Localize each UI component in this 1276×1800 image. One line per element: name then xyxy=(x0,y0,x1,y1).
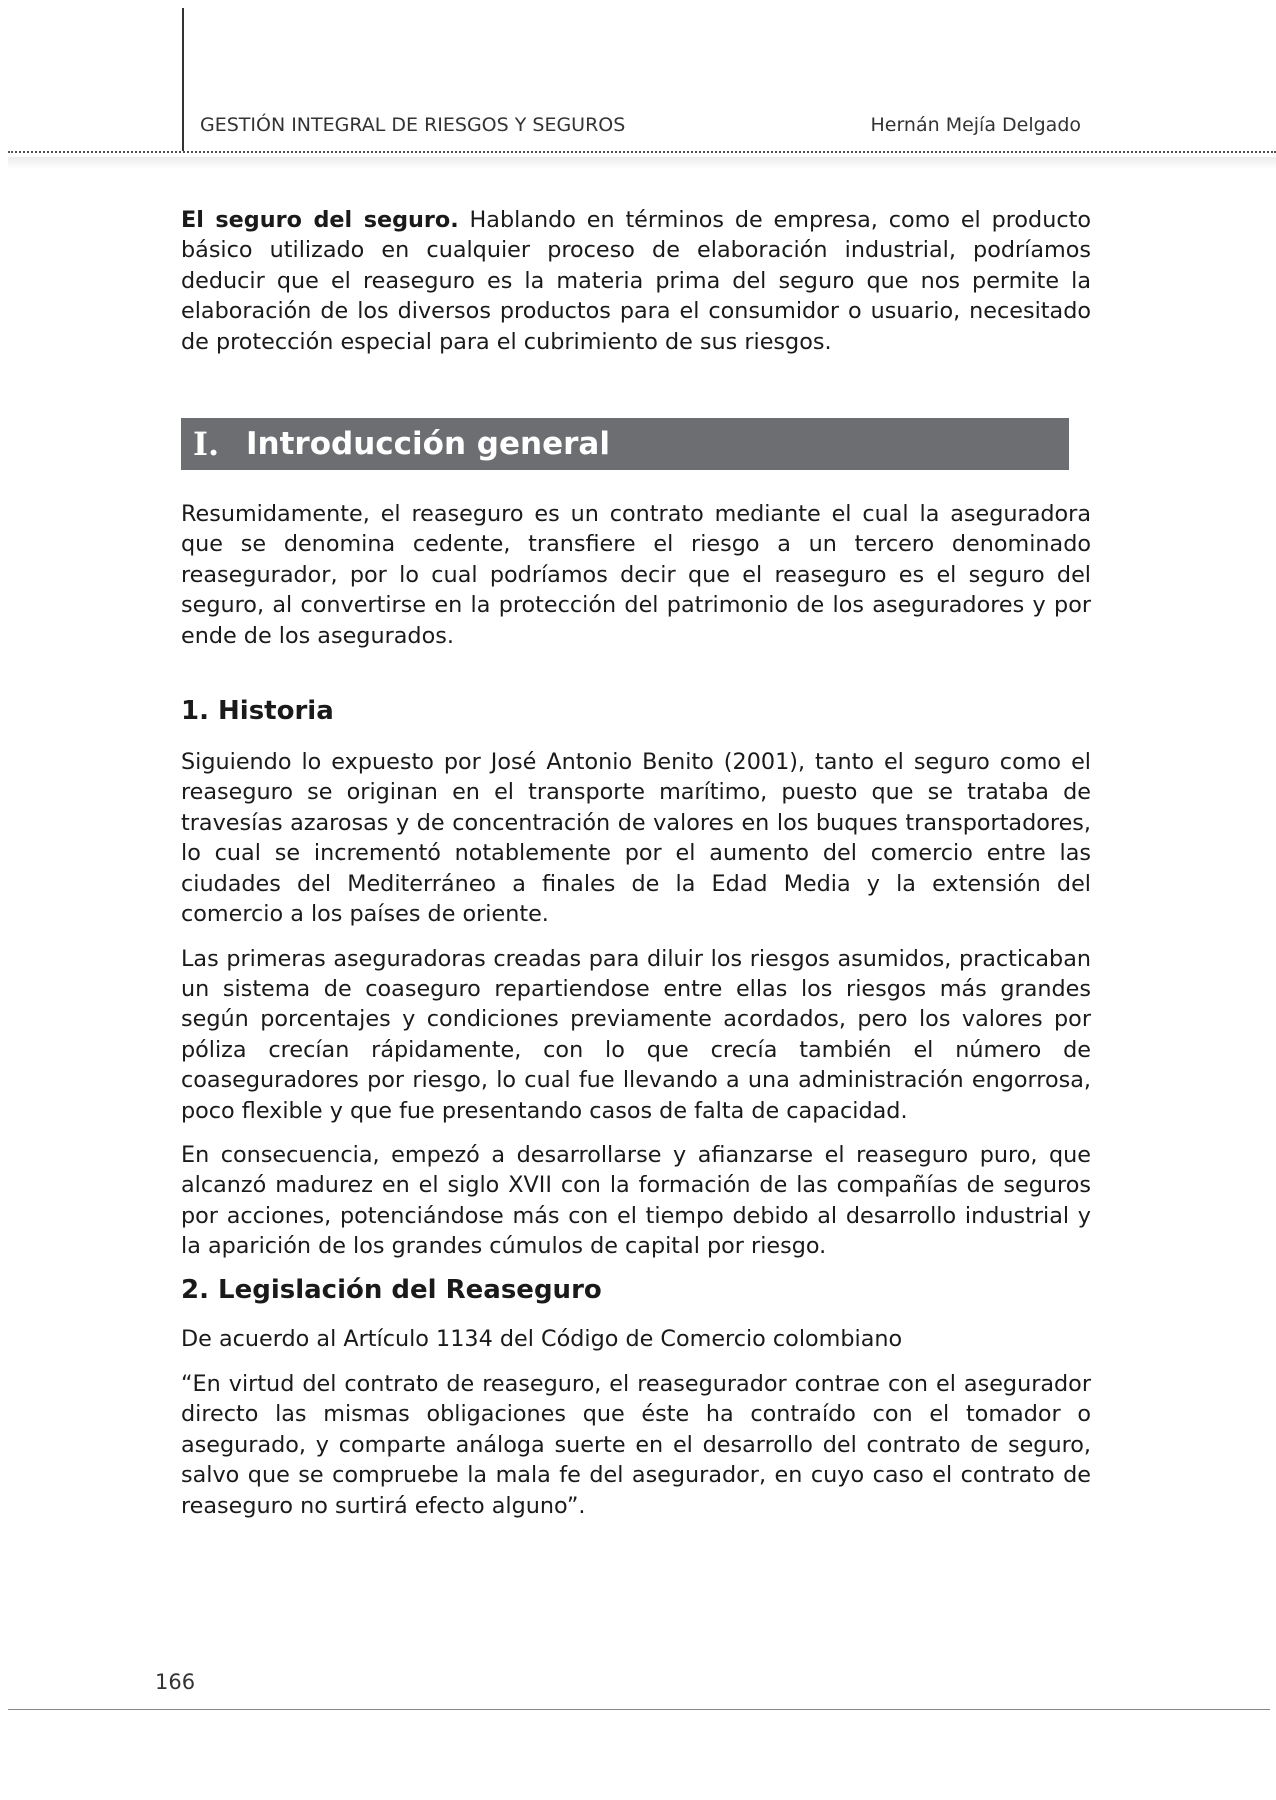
section-paragraph: Resumidamente, el reaseguro es un contrato mediante el cual la aseguradora que se denomina cedente, transfiere el riesgo a un tercero denominado reasegurador, por lo cual podríamos decir que el reaseguro es el seguro del seguro, al convertirse en la protección del patrimonio de los aseguradores y por ende de los asegurados. xyxy=(181,501,1091,649)
footer-rule xyxy=(8,1709,1270,1710)
intro-paragraph xyxy=(181,205,1091,357)
historia-paragraph-1: Siguiendo lo expuesto por José Antonio Benito (2001), tanto el seguro como el reaseguro se originan en el transporte marítimo, puesto que se trataba de travesías azarosas y de concentración de valores en los buques transportadores, lo cual se incrementó notablemente por el aumento del comercio entre las ciudades del Mediterráneo a finales de la Edad Media y la extensión del comercio a los países de oriente. xyxy=(181,749,1091,928)
historia-paragraph-2: Las primeras aseguradoras creadas para diluir los riesgos asumidos, practicaban un sistema de coaseguro repartiendose entre ellas los riesgos más grandes según porcentajes y condiciones previamente acordados, pero los valores por póliza crecían rápidamente, con lo que crecía también el número de coaseguradores por riesgo, lo cual fue llevando a una administración engorrosa, poco flexible y que fue presentando casos de falta de capacidad. xyxy=(181,945,1091,1124)
section-number: I. xyxy=(193,425,220,464)
legislacion-heading: 2. Legislación del Reaseguro xyxy=(181,1274,602,1305)
header-vertical-rule xyxy=(182,8,184,151)
page-body xyxy=(181,205,1091,1521)
historia-paragraph-3: En consecuencia, empezó a desarrollarse y afianzarse el reaseguro puro, que alcanzó madurez en el siglo XVII con la formación de las compañías de seguros por acciones, potenciándose más con el tiempo debido al desarrollo industrial y la aparición de los grandes cúmulos de capital por riesgo. xyxy=(181,1141,1091,1260)
section-title: Introducción general xyxy=(246,426,610,463)
historia-heading: 1. Historia xyxy=(181,696,334,727)
running-head-author: Hernán Mejía Delgado xyxy=(870,114,1081,136)
section-heading-band xyxy=(181,418,1069,470)
intro-lead: El seguro del seguro. xyxy=(181,207,459,233)
intro-text: Hablando en términos de empresa, como el producto básico utilizado en cualquier proceso de elaboración industrial, podríamos deducir que el reaseguro es la materia prima del seguro que nos permite la elaboración de los diversos productos para el consumidor o usuario, necesitado de protección especial para el cubrimiento de sus riesgos. xyxy=(181,207,1091,355)
running-head-title: GESTIÓN INTEGRAL DE RIESGOS Y SEGUROS xyxy=(200,114,626,136)
legislacion-quote: “En virtud del contrato de reaseguro, el reasegurador contrae con el asegurador directo las mismas obligaciones que éste ha contraído con el tomador o asegurado, y comparte análoga suerte en el desarrollo del contrato de seguro, salvo que se compruebe la mala fe del asegurador, en cuyo caso el contrato de reaseguro no surtirá efecto alguno”. xyxy=(181,1370,1091,1519)
page-number: 166 xyxy=(155,1670,196,1694)
header-dotted-rule xyxy=(8,151,1276,153)
header-shade xyxy=(8,157,1276,169)
legislacion-intro: De acuerdo al Artículo 1134 del Código de Comercio colombiano xyxy=(181,1325,903,1352)
